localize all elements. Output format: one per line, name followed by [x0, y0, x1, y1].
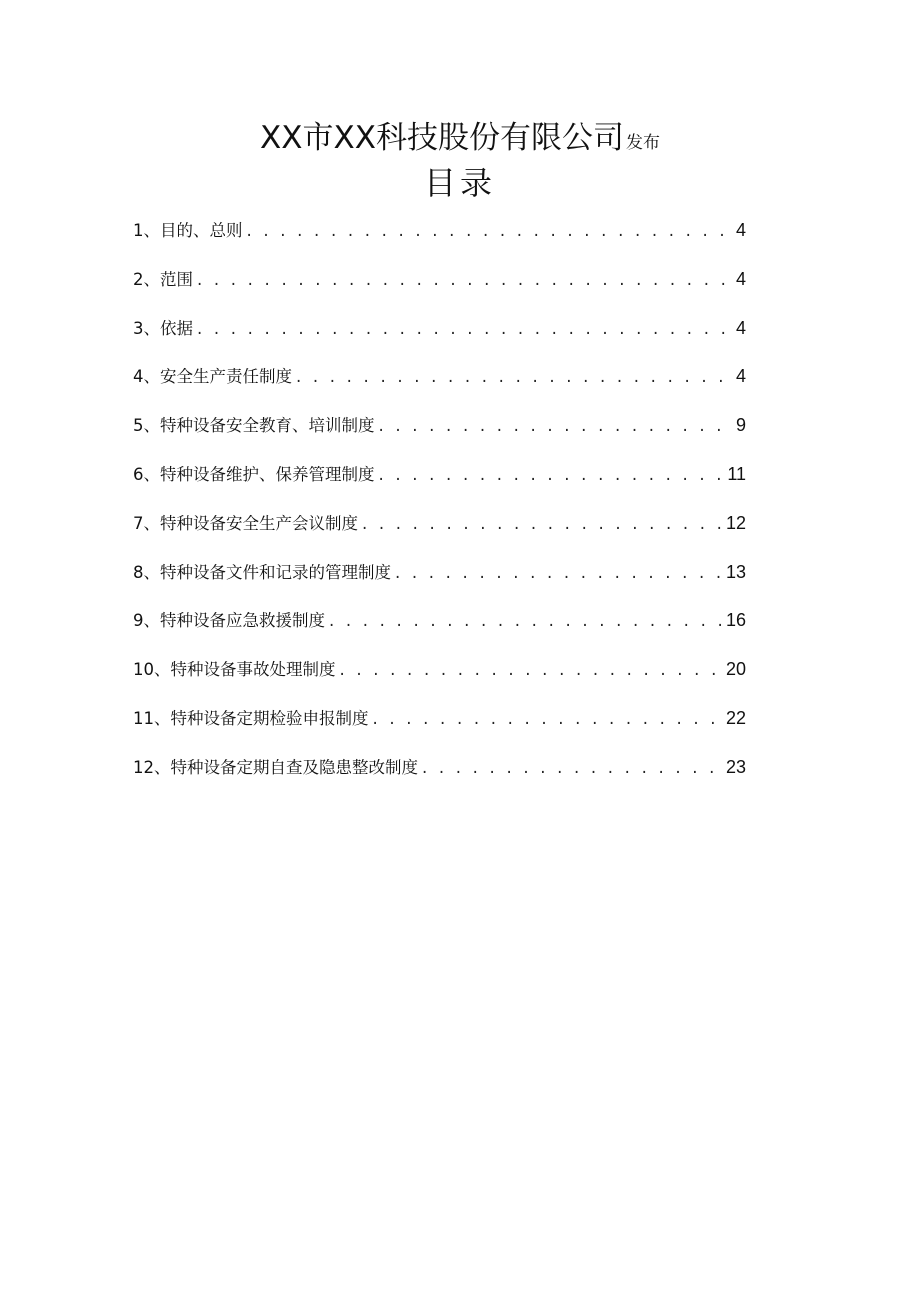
- toc-entry-label: 10、特种设备事故处理制度: [133, 660, 336, 680]
- toc-dot-leader: [197, 315, 733, 343]
- toc-entry-label: 12、特种设备定期自查及隐患整改制度: [133, 757, 418, 777]
- toc-dot-leader: [362, 510, 723, 538]
- toc-dot-leader: [373, 705, 723, 733]
- toc-entry[interactable]: [133, 314, 746, 363]
- toc-dot-leader: [329, 607, 723, 635]
- toc-dot-leader: [197, 266, 733, 294]
- toc-entry-label: 7、特种设备安全生产会议制度: [133, 513, 358, 533]
- toc-title: 目录: [423, 164, 496, 202]
- toc-entry-label: 8、特种设备文件和记录的管理制度: [133, 562, 391, 582]
- toc-entry-page: 4: [735, 317, 746, 338]
- toc-entry-page: 16: [725, 610, 746, 631]
- toc-entry-page: 4: [735, 220, 746, 240]
- toc-entry[interactable]: [133, 655, 746, 704]
- toc-entry-label: 11、特种设备定期检验申报制度: [133, 708, 369, 728]
- toc-entry-page: 9: [735, 415, 746, 436]
- issuer-name: XX市XX科技股份有限公司: [260, 120, 624, 156]
- toc-entry-page: 13: [725, 561, 746, 582]
- toc-entry[interactable]: [133, 460, 746, 509]
- issuer-header: [0, 112, 920, 157]
- toc-entry-page: 20: [725, 659, 746, 680]
- toc-entry-page: 4: [735, 268, 746, 289]
- toc-entry-label: 1、目的、总则: [133, 221, 243, 240]
- toc-dot-leader: [395, 559, 723, 587]
- toc-entry-label: 4、安全生产责任制度: [133, 367, 292, 387]
- toc-entry-label: 9、特种设备应急救援制度: [133, 611, 325, 631]
- toc-entry-page: 12: [725, 512, 746, 533]
- issue-suffix: 发布: [625, 133, 660, 153]
- toc-entry-page: 23: [725, 756, 746, 777]
- toc-dot-leader: [296, 363, 733, 391]
- toc-entry-page: 22: [725, 707, 746, 728]
- toc-dot-leader: [247, 217, 733, 245]
- toc-entry-page: 4: [735, 366, 746, 387]
- toc-entry[interactable]: [133, 753, 746, 802]
- toc-dot-leader: [379, 412, 733, 440]
- toc-entry[interactable]: [133, 606, 746, 655]
- toc-entry[interactable]: [133, 411, 746, 460]
- toc-entry-page: 11: [727, 463, 746, 484]
- toc-entry-label: 2、范围: [133, 269, 193, 289]
- toc-dot-leader: [422, 754, 723, 782]
- toc-entry[interactable]: [133, 265, 746, 314]
- toc-entry[interactable]: [133, 558, 746, 607]
- toc-dot-leader: [379, 461, 725, 489]
- toc-entry[interactable]: [133, 216, 746, 265]
- table-of-contents: [133, 216, 746, 802]
- toc-entry[interactable]: [133, 704, 746, 753]
- toc-entry-label: 6、特种设备维护、保养管理制度: [133, 464, 375, 484]
- toc-entry-label: 3、依据: [133, 318, 193, 338]
- toc-entry[interactable]: [133, 509, 746, 558]
- toc-entry[interactable]: [133, 362, 746, 411]
- toc-dot-leader: [340, 656, 723, 684]
- toc-entry-label: 5、特种设备安全教育、培训制度: [133, 416, 375, 436]
